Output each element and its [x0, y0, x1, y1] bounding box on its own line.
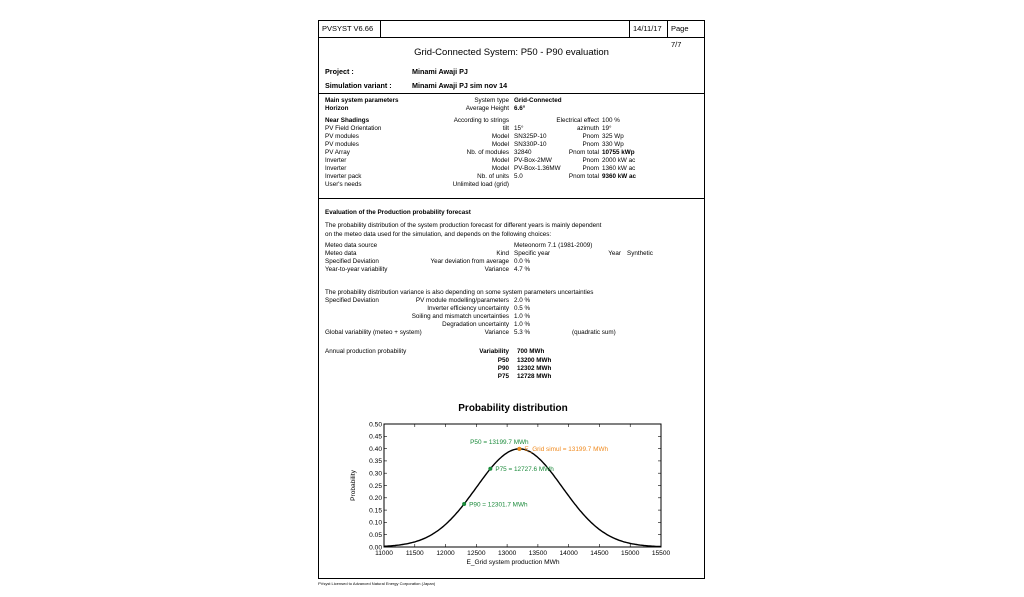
- annual-key: P90: [497, 365, 509, 372]
- param-label: Inverter pack: [325, 173, 362, 180]
- report-date: 14/11/17: [630, 21, 668, 37]
- param-label: PV Field Orientation: [325, 125, 382, 132]
- page-number: Page 7/7: [671, 24, 689, 49]
- variant-value: Minami Awaji PJ sim nov 14: [412, 81, 508, 90]
- param-key: System type: [474, 97, 509, 104]
- uncertainty-note: (quadratic sum): [572, 329, 616, 336]
- param-value: Grid-Connected: [514, 97, 562, 104]
- intro-line-2: on the meteo data used for the simulation, and depends on the following choices:: [325, 231, 552, 238]
- uncertainty-label: Global variability (meteo + system): [325, 329, 422, 336]
- y-axis-label: Probability: [350, 470, 357, 501]
- point-label: E_Grid simul = 13199.7 MWh: [524, 446, 609, 454]
- page-header: [319, 21, 704, 49]
- param-key: Model: [491, 133, 509, 140]
- header-blank: [381, 21, 630, 37]
- param-key-2: Pnom total: [568, 149, 599, 156]
- param-label: Near Shadings: [325, 117, 370, 124]
- uncertainty-value: 5.3 %: [514, 329, 531, 336]
- divider: [319, 198, 704, 199]
- param-label: User's needs: [325, 181, 362, 188]
- x-tick-label: 15000: [621, 550, 640, 557]
- annual-value: 12728 MWh: [517, 373, 552, 380]
- chart-title: Probability distribution: [458, 403, 568, 414]
- intro-line-3: The probability distribution variance is also depending on some system parameters uncertainties: [325, 289, 594, 296]
- uncertainty-label: Specified Deviation: [325, 297, 379, 304]
- x-tick-label: 11000: [375, 550, 393, 557]
- page-title: Grid-Connected System: P50 - P90 evaluation: [414, 47, 609, 58]
- uncertainty-value: 1.0 %: [514, 321, 531, 328]
- x-axis-label: E_Grid system production MWh: [466, 559, 560, 566]
- param-value-2: 325 Wp: [602, 133, 624, 140]
- param-label: Inverter: [325, 165, 347, 172]
- y-tick-label: 0.50: [369, 421, 382, 429]
- param-key-2: Electrical effect: [556, 117, 599, 124]
- y-tick-label: 0.40: [369, 445, 382, 453]
- x-tick-label: 14000: [559, 550, 578, 557]
- y-tick-label: 0.30: [369, 470, 382, 478]
- param-key-2: Pnom: [582, 141, 599, 148]
- meteo-label: Year-to-year variability: [325, 266, 388, 273]
- x-tick-label: 12500: [467, 550, 486, 557]
- param-label: Main system parameters: [325, 97, 399, 104]
- x-tick-label: 13500: [528, 550, 548, 557]
- divider: [319, 93, 704, 94]
- param-key: Nb. of units: [477, 173, 509, 180]
- intro-line-1: The probability distribution of the system production forecast for different years is mainly dependent: [325, 222, 602, 229]
- uncertainty-key: Variance: [484, 329, 509, 336]
- meteo-value: 0.0 %: [514, 258, 531, 265]
- uncertainty-value: 1.0 %: [514, 313, 531, 320]
- param-value: PV-Box-2MW: [514, 157, 552, 164]
- param-key: Nb. of modules: [466, 149, 509, 156]
- y-tick-label: 0.05: [369, 532, 382, 539]
- annual-value: 700 MWh: [517, 348, 545, 355]
- marker-point: [517, 447, 521, 451]
- param-key: Model: [491, 165, 509, 172]
- param-value: 32840: [514, 149, 532, 156]
- probability-chart: [319, 399, 706, 579]
- param-value: SN325P-10: [514, 133, 547, 140]
- x-tick-label: 15500: [651, 550, 671, 557]
- param-key: Model: [491, 141, 509, 148]
- param-label: Inverter: [325, 157, 347, 164]
- x-tick-label: 14500: [590, 550, 609, 557]
- project-value: Minami Awaji PJ: [412, 67, 468, 76]
- meteo-value: Specific year: [514, 250, 551, 257]
- meteo-key: Year deviation from average: [430, 258, 509, 265]
- annual-value: 12302 MWh: [517, 365, 552, 372]
- annual-value: 13200 MWh: [517, 357, 552, 364]
- param-key-2: Pnom: [582, 165, 599, 172]
- uncertainty-key: PV module modelling/parameters: [415, 297, 509, 304]
- y-tick-label: 0.25: [369, 482, 382, 490]
- param-value: SN330P-10: [514, 141, 547, 148]
- meteo-value: 4.7 %: [514, 266, 531, 273]
- y-tick-label: 0.15: [369, 507, 382, 515]
- app-version: PVSYST V6.66: [319, 21, 381, 37]
- meteo-key-2: Year: [608, 250, 621, 257]
- meteo-label: Meteo data source: [325, 242, 378, 249]
- param-key-2: Pnom: [582, 133, 599, 140]
- meteo-label: Specified Deviation: [325, 258, 379, 265]
- annual-label: Annual production probability: [325, 348, 407, 355]
- param-value-2: 330 Wp: [602, 141, 624, 148]
- param-label: PV modules: [325, 141, 359, 148]
- point-label: P50 = 13199.7 MWh: [470, 438, 529, 446]
- distribution-curve: [384, 449, 661, 547]
- param-value-2: 19°: [602, 125, 612, 132]
- evaluation-heading: Evaluation of the Production probability forecast: [325, 209, 471, 216]
- uncertainty-key: Soiling and mismatch uncertainties: [411, 313, 509, 320]
- x-tick-label: 13000: [497, 550, 517, 557]
- y-tick-label: 0.45: [369, 433, 382, 441]
- annual-key: P50: [497, 357, 509, 364]
- project-label: Project :: [325, 67, 354, 76]
- param-key: Average Height: [465, 105, 509, 112]
- report-page: [318, 20, 705, 579]
- annual-key: Variability: [479, 348, 509, 355]
- param-key: tilt: [502, 125, 509, 132]
- meteo-key: Variance: [484, 266, 509, 273]
- y-tick-label: 0.10: [369, 519, 382, 527]
- license-footer: PVsyst Licensed to Advanced Natural Energy Corporation (Japan): [318, 581, 436, 586]
- param-value-2: 10755 kWp: [602, 149, 635, 156]
- param-value: 15°: [514, 125, 524, 132]
- param-key-2: Pnom total: [568, 173, 599, 180]
- param-key: Model: [491, 157, 509, 164]
- meteo-key: Kind: [496, 250, 509, 257]
- x-tick-label: 11500: [405, 550, 424, 557]
- param-value: PV-Box-1.36MW: [514, 165, 561, 172]
- y-tick-label: 0.00: [369, 544, 382, 552]
- uncertainty-value: 0.5 %: [514, 305, 531, 312]
- param-label: Horizon: [325, 105, 349, 112]
- point-label: P90 = 12301.7 MWh: [469, 501, 528, 509]
- y-tick-label: 0.35: [369, 458, 382, 466]
- param-label: PV Array: [325, 149, 350, 156]
- marker-point: [488, 467, 492, 471]
- param-value-2: 1360 kW ac: [602, 165, 636, 172]
- marker-point: [462, 502, 466, 506]
- param-key-2: Pnom: [582, 157, 599, 164]
- uncertainty-value: 2.0 %: [514, 297, 531, 304]
- param-label: PV modules: [325, 133, 359, 140]
- x-tick-label: 12000: [436, 550, 455, 557]
- point-label: P75 = 12727.6 MWh: [495, 466, 554, 474]
- param-value-2: 100 %: [602, 117, 620, 124]
- param-value-2: 9360 kW ac: [602, 173, 636, 180]
- param-key-2: azimuth: [576, 125, 599, 132]
- uncertainty-key: Inverter efficiency uncertainty: [427, 305, 509, 312]
- annual-key: P75: [497, 373, 509, 380]
- meteo-value: Meteonorm 7.1 (1981-2009): [514, 242, 593, 249]
- param-value: 6.6°: [514, 105, 526, 112]
- param-value: 5.0: [514, 173, 523, 180]
- param-key: Unlimited load (grid): [452, 181, 509, 188]
- param-key: According to strings: [453, 117, 509, 124]
- param-value-2: 2000 kW ac: [602, 157, 636, 164]
- meteo-value-2: Synthetic: [627, 250, 653, 257]
- meteo-label: Meteo data: [325, 250, 357, 257]
- variant-label: Simulation variant :: [325, 81, 392, 90]
- uncertainty-key: Degradation uncertainty: [442, 321, 509, 328]
- y-tick-label: 0.20: [369, 495, 382, 503]
